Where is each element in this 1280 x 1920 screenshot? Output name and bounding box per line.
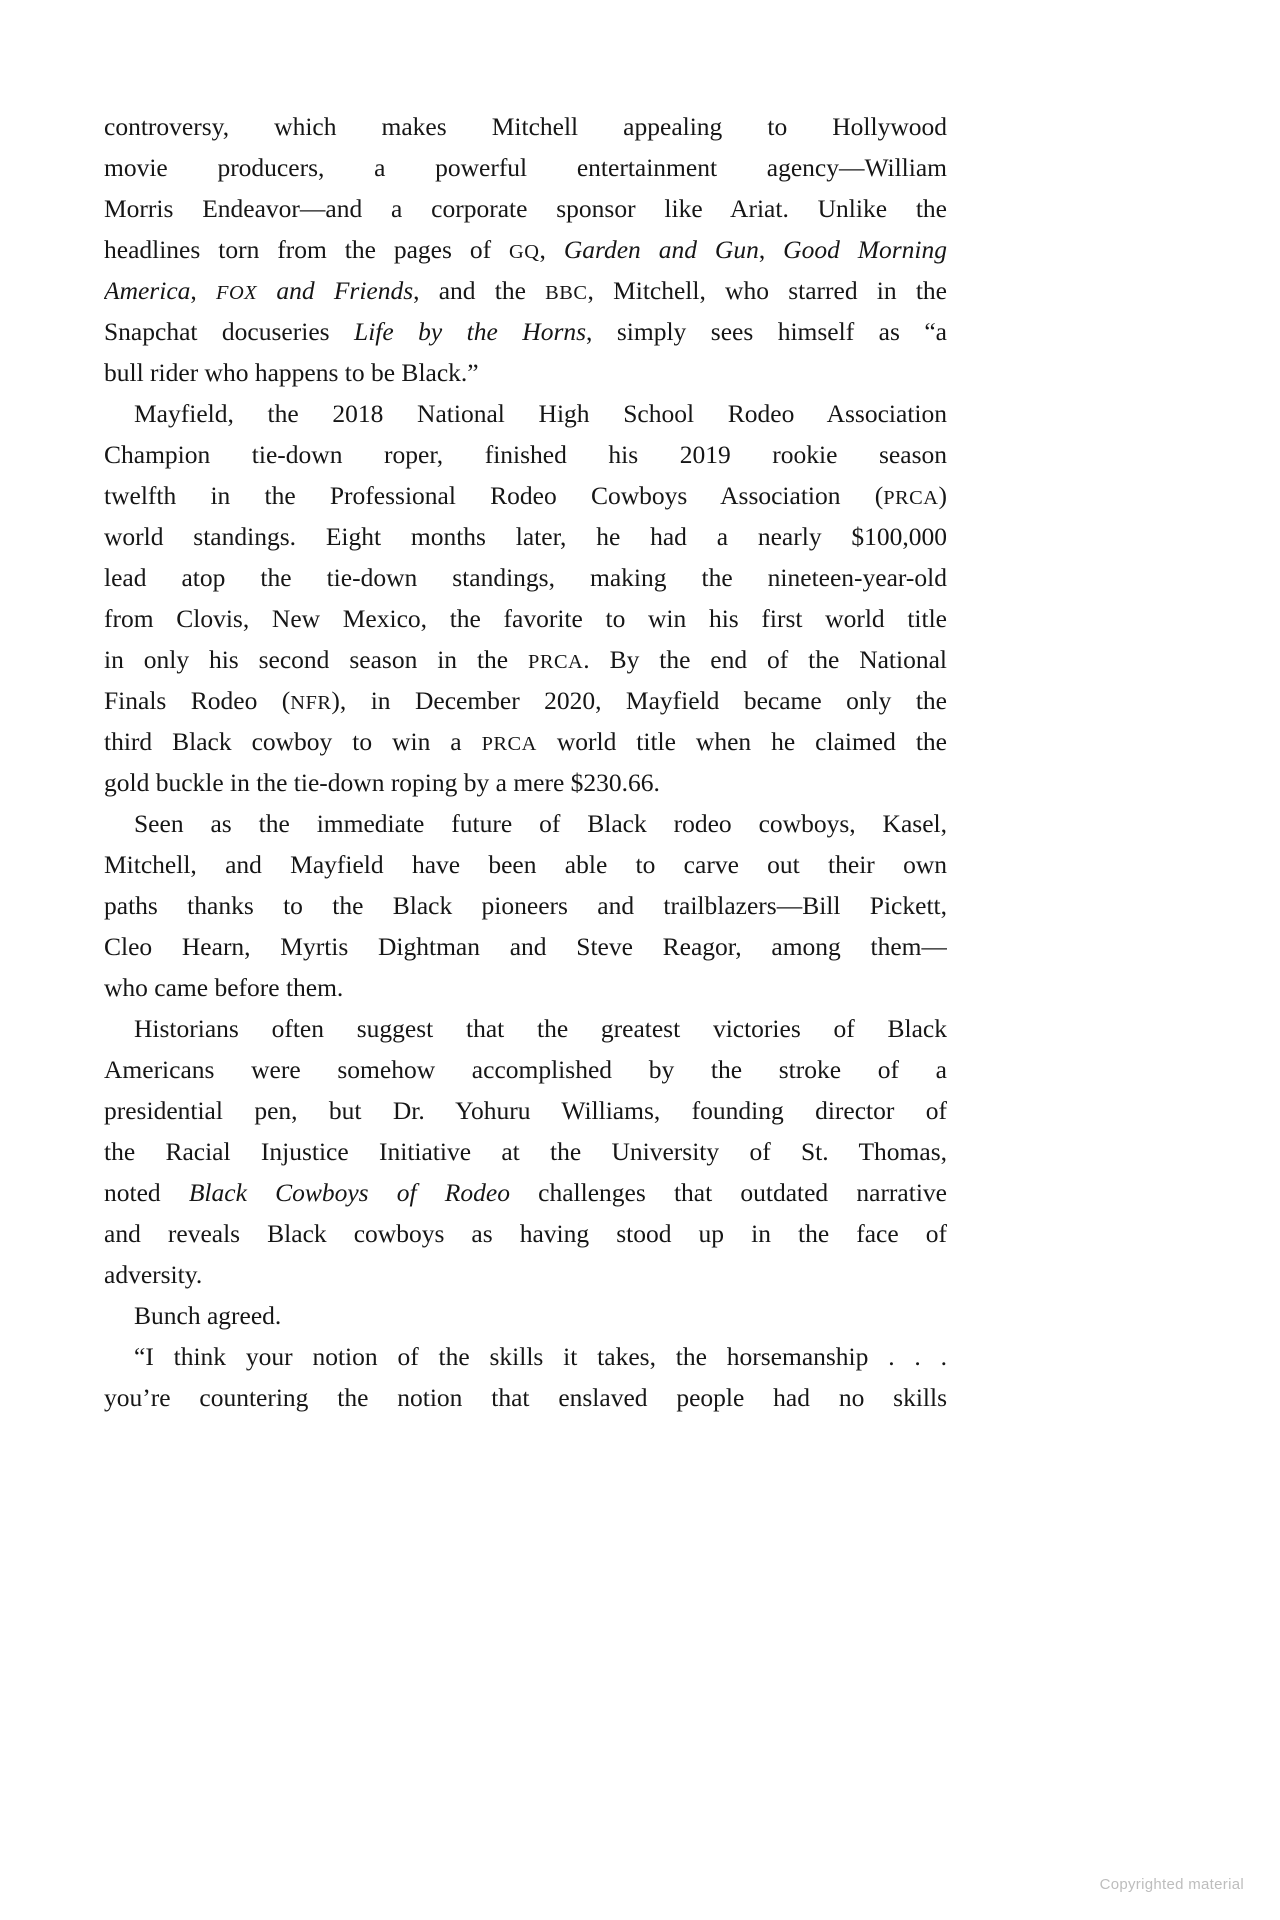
text-segment: paths thanks to the Black pioneers and trailblazers—Bill Pickett, — [104, 891, 947, 920]
text-line — [104, 229, 947, 270]
paragraph — [104, 106, 947, 393]
text-line — [104, 106, 947, 147]
text-segment: you’re countering the notion that enslaved people had no skills — [104, 1383, 947, 1412]
text-segment: headlines torn from the pages of — [104, 235, 510, 264]
text-line — [104, 1008, 947, 1049]
text-line — [104, 1336, 947, 1377]
text-segment: , — [539, 235, 564, 264]
text-segment: Bunch agreed. — [134, 1301, 282, 1330]
text-segment: Mitchell, and Mayfield have been able to carve out their own — [104, 850, 947, 879]
paragraph — [104, 803, 947, 1008]
text-segment: third Black cowboy to win a — [104, 727, 482, 756]
text-segment: , — [758, 235, 784, 264]
text-segment: Americans were somehow accomplished by the stroke of a — [104, 1055, 947, 1084]
text-segment: lead atop the tie-down standings, making the nineteen-year-old — [104, 563, 947, 592]
text-line — [104, 885, 947, 926]
styled-text-segment: Black Cowboys of Rodeo — [188, 1178, 510, 1207]
text-line — [104, 762, 947, 803]
text-line — [104, 393, 947, 434]
text-line — [104, 1049, 947, 1090]
text-segment: ) — [938, 481, 947, 510]
text-segment: adversity. — [104, 1260, 203, 1289]
text-segment: noted — [104, 1178, 189, 1207]
text-line — [104, 1377, 947, 1418]
text-line — [104, 680, 947, 721]
text-line — [104, 1213, 947, 1254]
text-segment: the Racial Injustice Initiative at the University of St. Thomas, — [104, 1137, 947, 1166]
text-segment: movie producers, a powerful entertainment agency—William — [104, 153, 947, 182]
text-segment: , and the — [413, 276, 546, 305]
text-segment: world standings. Eight months later, he had a nearly $100,000 — [104, 522, 947, 551]
text-segment: world title when he claimed the — [536, 727, 947, 756]
text-line — [104, 1295, 947, 1336]
text-line — [104, 1254, 947, 1295]
text-segment: gold buckle in the tie-down roping by a mere $230.66. — [104, 768, 660, 797]
text-segment: , simply sees himself as “a — [586, 317, 947, 346]
text-segment: . By the end of the National — [583, 645, 947, 674]
text-line — [104, 352, 947, 393]
text-line — [104, 844, 947, 885]
text-line — [104, 270, 947, 311]
text-line — [104, 311, 947, 352]
text-segment: Seen as the immediate future of Black rodeo cowboys, Kasel, — [134, 809, 947, 838]
text-segment: Finals Rodeo ( — [104, 686, 291, 715]
text-line — [104, 557, 947, 598]
styled-text-segment: BBC — [545, 282, 588, 304]
text-segment: Snapchat docuseries — [104, 317, 355, 346]
styled-text-segment: America — [104, 276, 191, 305]
text-segment: from Clovis, New Mexico, the favorite to win his first world title — [104, 604, 947, 633]
text-line — [104, 721, 947, 762]
paragraph — [104, 393, 947, 803]
styled-text-segment: Garden and Gun — [563, 235, 759, 264]
text-segment: who came before them. — [104, 973, 344, 1002]
text-segment: twelfth in the Professional Rodeo Cowboys Association ( — [104, 481, 884, 510]
text-segment: in only his second season in the — [104, 645, 529, 674]
styled-text-segment: PRCA — [481, 733, 537, 755]
text-line — [104, 967, 947, 1008]
styled-text-segment: PRCA — [883, 487, 939, 509]
text-segment: “I think your notion of the skills it takes, the horsemanship . . . — [134, 1342, 947, 1371]
text-line — [104, 1131, 947, 1172]
text-line — [104, 926, 947, 967]
styled-text-segment: Good Morning — [783, 235, 947, 264]
text-segment: Cleo Hearn, Myrtis Dightman and Steve Reagor, among them— — [104, 932, 947, 961]
text-segment: challenges that outdated narrative — [509, 1178, 947, 1207]
text-line — [104, 475, 947, 516]
text-line — [104, 147, 947, 188]
paragraph — [104, 1008, 947, 1295]
copyright-watermark: Copyrighted material — [1099, 1876, 1244, 1893]
text-segment: , Mitchell, who starred in the — [587, 276, 947, 305]
text-segment: controversy, which makes Mitchell appealing to Hollywood — [104, 112, 947, 141]
text-segment: Mayfield, the 2018 National High School Rodeo Association — [134, 399, 947, 428]
text-line — [104, 598, 947, 639]
styled-text-segment: Life by the Horns — [354, 317, 587, 346]
text-line — [104, 188, 947, 229]
text-segment: ), in December 2020, Mayfield became only the — [331, 686, 947, 715]
styled-text-segment: FOX — [215, 282, 258, 304]
text-line — [104, 803, 947, 844]
text-segment: Morris Endeavor—and a corporate sponsor like Ariat. Unlike the — [104, 194, 947, 223]
text-line — [104, 1090, 947, 1131]
paragraph — [104, 1336, 947, 1418]
text-segment: and reveals Black cowboys as having stood up in the face of — [104, 1219, 947, 1248]
styled-text-segment: NFR — [290, 692, 332, 714]
text-line — [104, 639, 947, 680]
styled-text-segment: GQ — [509, 241, 540, 263]
styled-text-segment: and Friends — [257, 276, 414, 305]
text-line — [104, 434, 947, 475]
text-segment: , — [190, 276, 216, 305]
text-segment: presidential pen, but Dr. Yohuru Williams, founding director of — [104, 1096, 947, 1125]
text-segment: Champion tie-down roper, finished his 2019 rookie season — [104, 440, 947, 469]
text-line — [104, 1172, 947, 1213]
book-page-text — [104, 106, 947, 1418]
text-segment: Historians often suggest that the greatest victories of Black — [134, 1014, 947, 1043]
paragraph — [104, 1295, 947, 1336]
text-line — [104, 516, 947, 557]
styled-text-segment: PRCA — [528, 651, 584, 673]
text-segment: bull rider who happens to be Black.” — [104, 358, 479, 387]
